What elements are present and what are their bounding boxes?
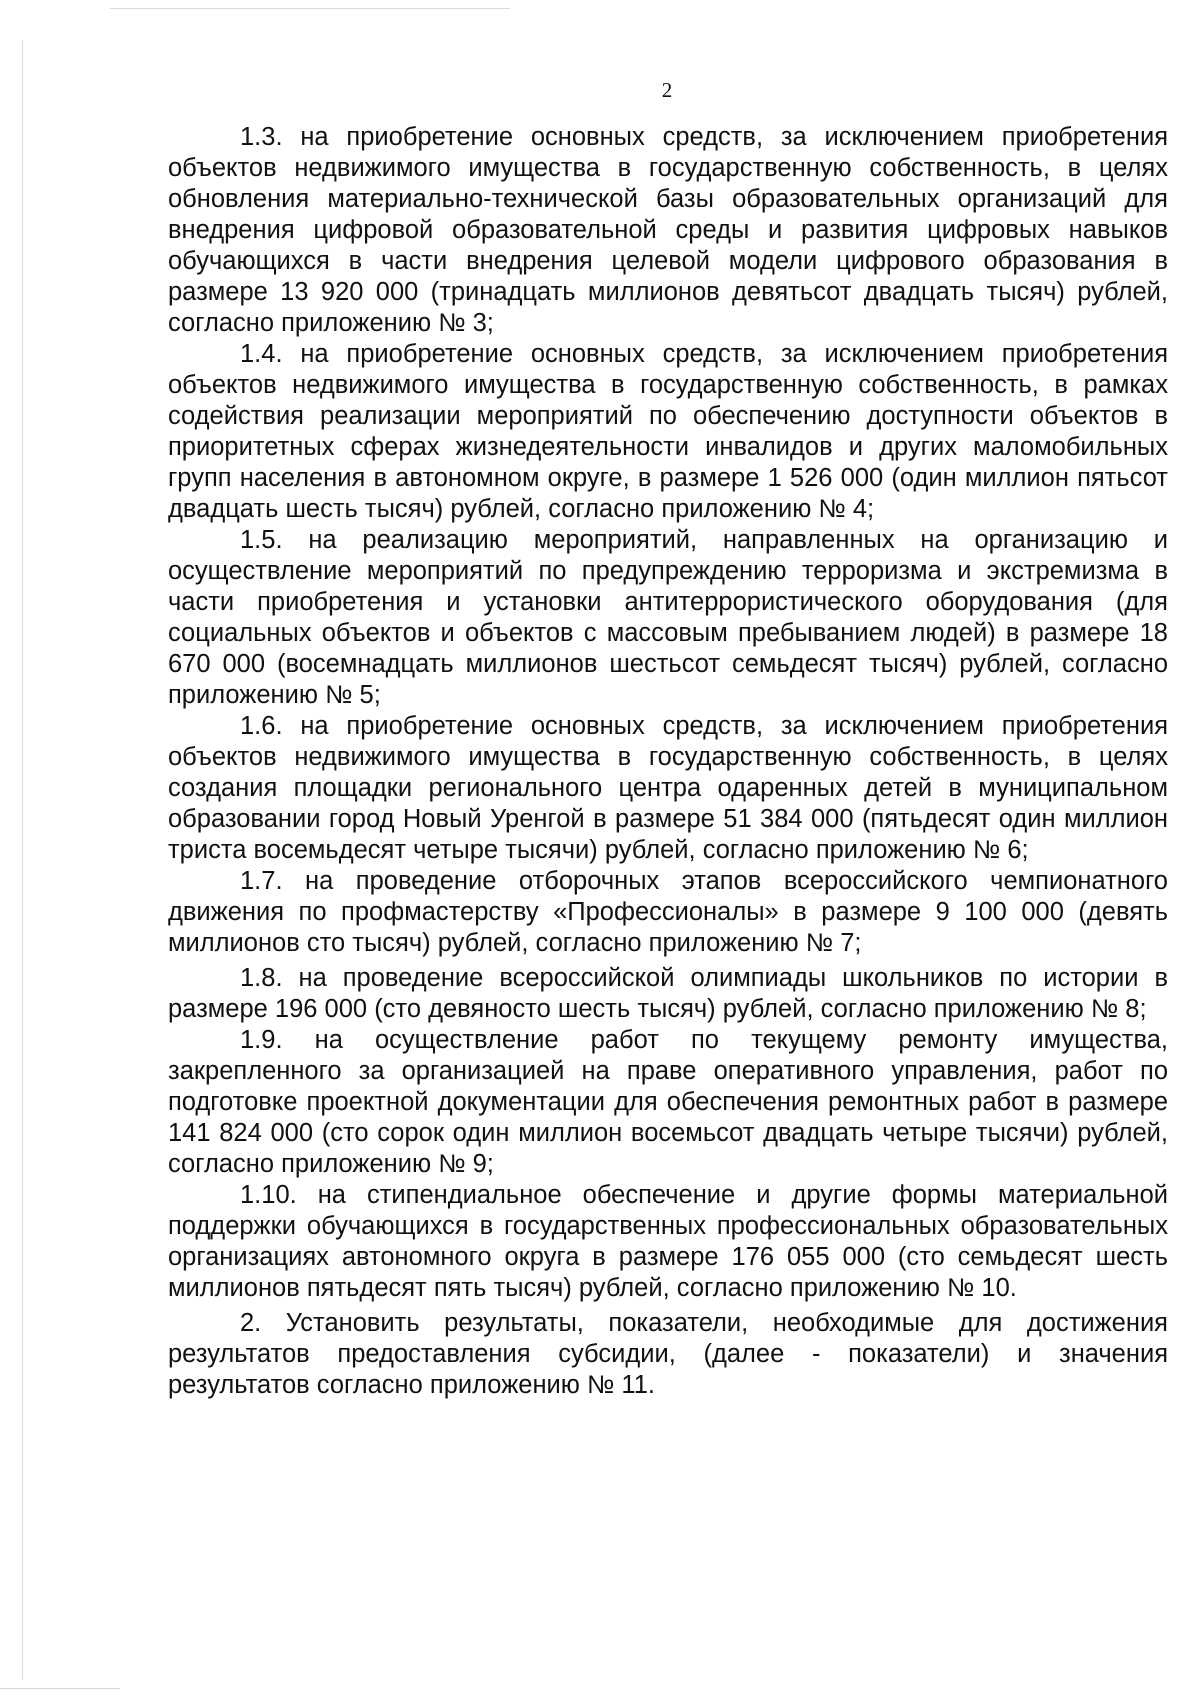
paragraph-1-10: 1.10. на стипендиальное обеспечение и другие формы материальной поддержки обучающихся в государственных профессиональных образовательных организациях автономного округа в размере 176 055 000 (сто семьдесят шесть миллионов пятьдесят пять тысяч) рублей, согласно приложению № 10. — [168, 1181, 1168, 1302]
paragraph-1-5: 1.5. на реализацию мероприятий, направленных на организацию и осуществление мероприятий по предупреждению терроризма и экстремизма в части приобретения и установки антитеррористического оборудования (для социальных объектов и объектов с массовым пребыванием людей) в размере 18 670 000 (восемнадцать миллионов шестьсот семьдесят тысяч) рублей, согласно приложению № 5; — [168, 526, 1168, 709]
document-body — [168, 122, 1168, 1401]
paragraph-2: 2. Установить результаты, показатели, необходимые для достижения результатов предоставления субсидии, (далее - показатели) и значения результатов согласно приложению № 11. — [168, 1309, 1168, 1399]
scan-edge-top — [110, 8, 510, 9]
paragraph-1-3: 1.3. на приобретение основных средств, за исключением приобретения объектов недвижимого имущества в государственную собственность, в целях обновления материально-технической базы образовательных организаций для внедрения цифровой образовательной среды и развития цифровых навыков обучающихся в части внедрения целевой модели цифрового образования в размере 13 920 000 (тринадцать миллионов девятьсот двадцать тысяч) рублей, согласно приложению № 3; — [168, 123, 1168, 337]
paragraph-1-9: 1.9. на осуществление работ по текущему ремонту имущества, закрепленного за организацией на праве оперативного управления, работ по подготовке проектной документации для обеспечения ремонтных работ в размере 141 824 000 (сто сорок один миллион восемьсот двадцать четыре тысячи) рублей, согласно приложению № 9; — [168, 1026, 1168, 1178]
page-number: 2 — [661, 78, 673, 102]
paragraph-1-8: 1.8. на проведение всероссийской олимпиады школьников по истории в размере 196 000 (сто девяносто шесть тысяч) рублей, согласно приложению № 8; — [168, 964, 1168, 1023]
paragraph-1-6: 1.6. на приобретение основных средств, за исключением приобретения объектов недвижимого имущества в государственную собственность, в целях создания площадки регионального центра одаренных детей в муниципальном образовании город Новый Уренгой в размере 51 384 000 (пятьдесят один миллион триста восемьдесят четыре тысячи) рублей, согласно приложению № 6; — [168, 712, 1168, 864]
paragraph-1-7: 1.7. на проведение отборочных этапов всероссийского чемпионатного движения по профмастерству «Профессионалы» в размере 9 100 000 (девять миллионов сто тысяч) рублей, согласно приложению № 7; — [168, 867, 1168, 957]
scan-edge-left — [22, 40, 23, 1680]
paragraph-1-4: 1.4. на приобретение основных средств, за исключением приобретения объектов недвижимого имущества в государственную собственность, в рамках содействия реализации мероприятий по обеспечению доступности объектов в приоритетных сферах жизнедеятельности инвалидов и других маломобильных групп населения в автономном округе, в размере 1 526 000 (один миллион пятьсот двадцать шесть тысяч) рублей, согласно приложению № 4; — [168, 340, 1168, 523]
scan-edge-bottom — [0, 1688, 120, 1689]
